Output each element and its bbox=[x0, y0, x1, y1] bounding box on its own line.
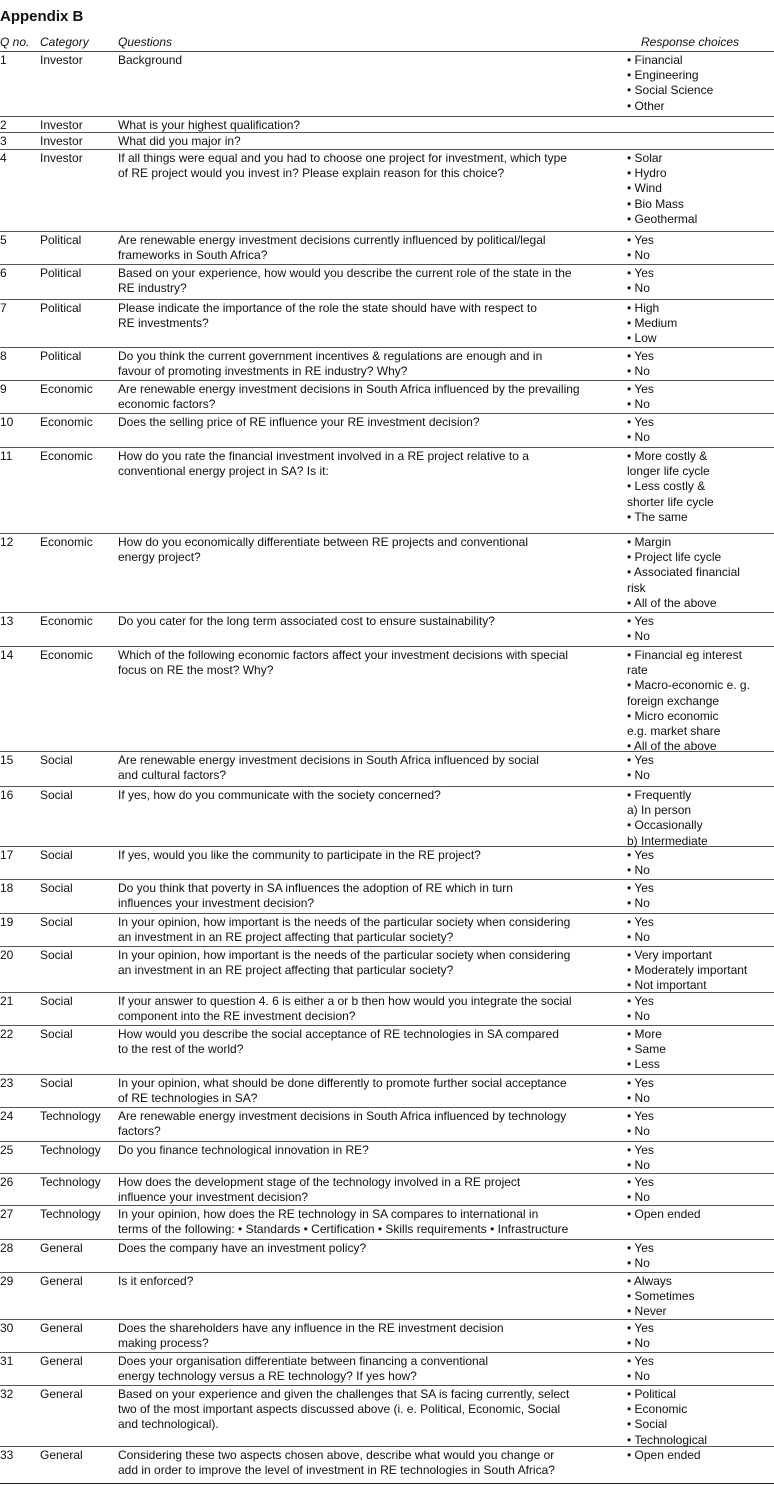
response-choice: • Not important bbox=[627, 978, 707, 993]
question-number: 24 bbox=[0, 1109, 14, 1123]
response-choices bbox=[627, 1109, 774, 1139]
response-choice: • No bbox=[627, 248, 650, 263]
table-row bbox=[0, 265, 774, 300]
response-choice: • No bbox=[627, 896, 650, 911]
question-category: Technology bbox=[40, 1175, 101, 1189]
question-text: How do you rate the financial investment involved in a RE project relative to a conventional energy project in SA? Is it: bbox=[118, 449, 529, 479]
table-row bbox=[0, 914, 774, 947]
table-row bbox=[0, 1353, 774, 1386]
response-choices bbox=[627, 301, 774, 347]
response-choice: • Financial eg interest bbox=[627, 648, 742, 662]
response-choice: • More bbox=[627, 1027, 662, 1041]
response-choice: • Yes bbox=[627, 881, 654, 895]
table-row bbox=[0, 993, 774, 1026]
response-choice: • Occasionally bbox=[627, 818, 703, 833]
question-number: 16 bbox=[0, 788, 14, 802]
header-q-no: Q no. bbox=[0, 35, 30, 49]
question-number: 33 bbox=[0, 1448, 14, 1462]
response-choices bbox=[627, 948, 774, 994]
response-choice: • Yes bbox=[627, 382, 654, 396]
question-text: Do you cater for the long term associated cost to ensure sustainability? bbox=[118, 614, 495, 628]
response-choice: • Yes bbox=[627, 753, 654, 767]
response-choice: risk bbox=[627, 580, 646, 595]
response-choice: • No bbox=[627, 629, 650, 644]
table-row bbox=[0, 1142, 774, 1174]
response-choice: • No bbox=[627, 1158, 650, 1173]
question-category: Technology bbox=[40, 1109, 101, 1123]
table-row bbox=[0, 752, 774, 787]
header-response-choices: Response choices bbox=[641, 35, 740, 49]
response-choice: • Yes bbox=[627, 1321, 654, 1335]
question-category: General bbox=[40, 1448, 83, 1462]
table-row bbox=[0, 448, 774, 534]
question-text: Is it enforced? bbox=[118, 1274, 194, 1288]
response-choice: • Financial bbox=[627, 53, 683, 67]
question-text: Does your organisation differentiate between financing a conventional energy technology versus a RE technology? If yes how? bbox=[118, 1354, 489, 1384]
question-number: 11 bbox=[0, 449, 13, 463]
question-text: Does the shareholders have any influence in the RE investment decision making process? bbox=[118, 1321, 504, 1351]
question-category: Political bbox=[40, 301, 82, 315]
question-category: Economic bbox=[40, 449, 93, 463]
response-choice: • Less bbox=[627, 1057, 660, 1072]
response-choice: • Sometimes bbox=[627, 1289, 695, 1304]
table-row bbox=[0, 1026, 774, 1075]
appendix-title: Appendix B bbox=[0, 8, 84, 25]
response-choice: • No bbox=[627, 1124, 650, 1139]
response-choices bbox=[627, 614, 774, 644]
question-text: Do you think the current government incentives & regulations are enough and in favour of promoting investments in RE industry? Why? bbox=[118, 349, 543, 379]
question-category: Social bbox=[40, 788, 73, 802]
question-category: Economic bbox=[40, 535, 93, 549]
response-choice: • Macro-economic e. g. bbox=[627, 678, 750, 693]
response-choices bbox=[627, 1175, 774, 1205]
response-choice: • All of the above bbox=[627, 739, 717, 754]
response-choice: • Open ended bbox=[627, 1448, 701, 1462]
table-row bbox=[0, 300, 774, 348]
question-category: General bbox=[40, 1241, 83, 1255]
response-choices bbox=[627, 415, 774, 445]
question-text: If your answer to question 4. 6 is either a or b then how would you integrate the social component into the RE investment decision? bbox=[118, 994, 572, 1024]
response-choice: • Always bbox=[627, 1274, 672, 1288]
response-choice: • All of the above bbox=[627, 595, 717, 610]
response-choice: • Yes bbox=[627, 1354, 654, 1368]
response-choice: foreign exchange bbox=[627, 693, 720, 708]
question-number: 9 bbox=[0, 382, 7, 396]
question-number: 17 bbox=[0, 848, 14, 862]
table-row bbox=[0, 647, 774, 752]
response-choice: • Technological bbox=[627, 1432, 708, 1447]
response-choice: • Yes bbox=[627, 266, 654, 280]
question-number: 31 bbox=[0, 1354, 14, 1368]
question-category: Economic bbox=[40, 382, 93, 396]
response-choice: • Economic bbox=[627, 1402, 688, 1417]
question-number: 30 bbox=[0, 1321, 14, 1335]
table-row bbox=[0, 348, 774, 381]
table-row bbox=[0, 534, 774, 613]
question-number: 10 bbox=[0, 415, 14, 429]
question-text: Are renewable energy investment decisions currently influenced by political/legal frameworks in South Africa? bbox=[118, 233, 546, 263]
table-row bbox=[0, 52, 774, 117]
question-text: In your opinion, how important is the needs of the particular society when considering an investment in an RE project affecting that particular society? bbox=[118, 915, 571, 945]
table-row bbox=[0, 1174, 774, 1206]
response-choice: rate bbox=[627, 663, 648, 678]
question-text: If all things were equal and you had to choose one project for investment, which type of RE project would you invest in? Please explain reason for this choice? bbox=[118, 151, 567, 181]
table-header bbox=[0, 33, 774, 52]
response-choices bbox=[627, 848, 774, 878]
question-number: 13 bbox=[0, 614, 14, 628]
response-choices bbox=[627, 753, 774, 783]
response-choice: shorter life cycle bbox=[627, 494, 714, 509]
question-category: Technology bbox=[40, 1207, 101, 1221]
question-text: How do you economically differentiate between RE projects and conventional energy project? bbox=[118, 535, 529, 565]
question-text: If yes, how do you communicate with the society concerned? bbox=[118, 788, 441, 802]
response-choice: • No bbox=[627, 863, 650, 878]
response-choices bbox=[627, 1321, 774, 1351]
question-category: Political bbox=[40, 266, 82, 280]
response-choice: • Yes bbox=[627, 1109, 654, 1123]
response-choice: • Wind bbox=[627, 181, 662, 196]
table-row bbox=[0, 613, 774, 647]
response-choices bbox=[627, 382, 774, 412]
question-text: Are renewable energy investment decisions in South Africa influenced by the prevailing economic factors? bbox=[118, 382, 580, 412]
response-choices bbox=[627, 1207, 774, 1222]
question-number: 21 bbox=[0, 994, 14, 1008]
table-row bbox=[0, 1273, 774, 1320]
response-choice: longer life cycle bbox=[627, 464, 710, 479]
question-number: 23 bbox=[0, 1076, 14, 1090]
question-text: Does the selling price of RE influence your RE investment decision? bbox=[118, 415, 480, 429]
table-row bbox=[0, 381, 774, 414]
question-category: General bbox=[40, 1387, 83, 1401]
question-category: General bbox=[40, 1354, 83, 1368]
response-choice: • Bio Mass bbox=[627, 196, 684, 211]
question-category: Social bbox=[40, 994, 73, 1008]
response-choices bbox=[627, 1241, 774, 1271]
response-choices bbox=[627, 1143, 774, 1173]
table-row bbox=[0, 1206, 774, 1240]
table-row bbox=[0, 1386, 774, 1447]
response-choice: • Frequently bbox=[627, 788, 692, 802]
response-choice: • Yes bbox=[627, 994, 654, 1008]
response-choices bbox=[627, 788, 774, 849]
response-choices bbox=[627, 266, 774, 296]
response-choice: • Yes bbox=[627, 1175, 654, 1189]
response-choice: • Associated financial bbox=[627, 565, 740, 580]
response-choice: • Yes bbox=[627, 1241, 654, 1255]
question-number: 27 bbox=[0, 1207, 14, 1221]
question-text: How would you describe the social acceptance of RE technologies in SA compared to the rest of the world? bbox=[118, 1027, 559, 1057]
response-choice: • No bbox=[627, 1091, 650, 1106]
response-choice: • No bbox=[627, 1336, 650, 1351]
question-category: Social bbox=[40, 1076, 73, 1090]
table-row bbox=[0, 117, 774, 133]
response-choices bbox=[627, 1354, 774, 1384]
response-choice: • Social bbox=[627, 1417, 668, 1432]
response-choices bbox=[627, 1448, 774, 1463]
response-choices bbox=[627, 1076, 774, 1106]
question-text: Considering these two aspects chosen above, describe what would you change or add in order to improve the level of investment in RE technologies in South Africa? bbox=[118, 1448, 555, 1478]
response-choice: e.g. market share bbox=[627, 724, 721, 739]
response-choice: • Yes bbox=[627, 415, 654, 429]
question-category: Social bbox=[40, 753, 73, 767]
question-number: 22 bbox=[0, 1027, 14, 1041]
table-row bbox=[0, 150, 774, 232]
response-choice: a) In person bbox=[627, 803, 692, 818]
response-choice: • High bbox=[627, 301, 660, 315]
response-choice: • No bbox=[627, 1369, 650, 1384]
response-choice: • Margin bbox=[627, 535, 672, 549]
question-text: If yes, would you like the community to participate in the RE project? bbox=[118, 848, 481, 862]
question-text: Please indicate the importance of the role the state should have with respect to RE investments? bbox=[118, 301, 537, 331]
question-number: 15 bbox=[0, 753, 14, 767]
question-category: Investor bbox=[40, 118, 83, 132]
question-category: Economic bbox=[40, 648, 93, 662]
question-number: 29 bbox=[0, 1274, 14, 1288]
question-number: 25 bbox=[0, 1143, 14, 1157]
question-category: Social bbox=[40, 915, 73, 929]
response-choices bbox=[627, 1027, 774, 1073]
question-category: Technology bbox=[40, 1143, 101, 1157]
response-choice: • No bbox=[627, 930, 650, 945]
table-row bbox=[0, 414, 774, 448]
response-choices bbox=[627, 994, 774, 1024]
question-number: 1 bbox=[0, 53, 7, 67]
table-row bbox=[0, 133, 774, 150]
response-choice: • Very important bbox=[627, 948, 712, 962]
response-choice: • Yes bbox=[627, 233, 654, 247]
question-number: 19 bbox=[0, 915, 14, 929]
question-text: Does the company have an investment policy? bbox=[118, 1241, 367, 1255]
response-choice: • Yes bbox=[627, 915, 654, 929]
question-text: Based on your experience, how would you describe the current role of the state in the RE industry? bbox=[118, 266, 572, 296]
question-text: Do you finance technological innovation in RE? bbox=[118, 1143, 369, 1157]
question-number: 32 bbox=[0, 1387, 14, 1401]
question-number: 28 bbox=[0, 1241, 14, 1255]
table-row bbox=[0, 1240, 774, 1273]
table-row bbox=[0, 787, 774, 847]
table-row bbox=[0, 847, 774, 880]
response-choice: • The same bbox=[627, 509, 688, 524]
response-choices bbox=[627, 349, 774, 379]
response-choice: • More costly & bbox=[627, 449, 708, 463]
question-text: In your opinion, what should be done differently to promote further social acceptance of RE technologies in SA? bbox=[118, 1076, 567, 1106]
response-choice: • Open ended bbox=[627, 1207, 701, 1221]
response-choices bbox=[627, 449, 774, 525]
response-choice: • No bbox=[627, 1256, 650, 1271]
table-row bbox=[0, 1320, 774, 1353]
response-choice: • Yes bbox=[627, 1076, 654, 1090]
question-category: General bbox=[40, 1321, 83, 1335]
response-choices bbox=[627, 915, 774, 945]
response-choice: • Social Science bbox=[627, 83, 714, 98]
response-choices bbox=[627, 53, 774, 114]
response-choice: • Other bbox=[627, 98, 665, 113]
question-text: Are renewable energy investment decisions in South Africa influenced by social and cultural factors? bbox=[118, 753, 539, 783]
question-number: 4 bbox=[0, 151, 7, 165]
response-choice: • Engineering bbox=[627, 68, 699, 83]
question-category: Social bbox=[40, 881, 73, 895]
table-row bbox=[0, 947, 774, 993]
question-category: Political bbox=[40, 349, 82, 363]
header-category: Category bbox=[40, 35, 89, 49]
question-text: Based on your experience and given the challenges that SA is facing currently, select two of the most important aspects discussed above (i. e. Political, Economic, Social and technological). bbox=[118, 1387, 570, 1432]
response-choices bbox=[627, 535, 774, 611]
response-choice: • No bbox=[627, 768, 650, 783]
question-number: 18 bbox=[0, 881, 14, 895]
response-choices bbox=[627, 881, 774, 911]
question-number: 8 bbox=[0, 349, 7, 363]
question-text: Do you think that poverty in SA influences the adoption of RE which in turn influences your investment decision? bbox=[118, 881, 513, 911]
table-row bbox=[0, 1447, 774, 1484]
response-choice: • Same bbox=[627, 1042, 666, 1057]
response-choice: • Yes bbox=[627, 349, 654, 363]
response-choice: • No bbox=[627, 281, 650, 296]
response-choice: • Yes bbox=[627, 848, 654, 862]
table-row bbox=[0, 1075, 774, 1108]
response-choices bbox=[627, 1387, 774, 1448]
question-number: 20 bbox=[0, 948, 14, 962]
question-category: Investor bbox=[40, 53, 83, 67]
response-choice: • Solar bbox=[627, 151, 663, 165]
response-choice: • No bbox=[627, 397, 650, 412]
table-row bbox=[0, 232, 774, 265]
question-number: 6 bbox=[0, 266, 7, 280]
response-choice: • Political bbox=[627, 1387, 676, 1401]
question-number: 5 bbox=[0, 233, 7, 247]
question-text: Background bbox=[118, 53, 183, 67]
question-text: In your opinion, how does the RE technology in SA compares to international in terms of the following: • Standards • Certification • Skills requirements • Infrastructure bbox=[118, 1207, 569, 1237]
response-choices bbox=[627, 151, 774, 227]
question-text: Which of the following economic factors affect your investment decisions with special focus on RE the most? Why? bbox=[118, 648, 568, 678]
question-category: Social bbox=[40, 1027, 73, 1041]
table-row bbox=[0, 1108, 774, 1142]
response-choice: • Micro economic bbox=[627, 708, 719, 723]
question-category: Economic bbox=[40, 614, 93, 628]
table-row bbox=[0, 880, 774, 914]
response-choice: • Less costly & bbox=[627, 479, 706, 494]
question-number: 2 bbox=[0, 118, 7, 132]
response-choice: • No bbox=[627, 1009, 650, 1024]
question-category: Economic bbox=[40, 415, 93, 429]
question-category: Social bbox=[40, 948, 73, 962]
question-text: How does the development stage of the technology involved in a RE project influence your investment decision? bbox=[118, 1175, 521, 1205]
question-category: Investor bbox=[40, 151, 83, 165]
response-choice: • No bbox=[627, 430, 650, 445]
question-text: Are renewable energy investment decisions in South Africa influenced by technology factors? bbox=[118, 1109, 567, 1139]
question-category: Political bbox=[40, 233, 82, 247]
question-category: Investor bbox=[40, 134, 83, 148]
question-text: What is your highest qualification? bbox=[118, 118, 301, 132]
question-number: 26 bbox=[0, 1175, 14, 1189]
response-choice: • Moderately important bbox=[627, 963, 748, 978]
response-choice: • Medium bbox=[627, 316, 678, 331]
question-number: 7 bbox=[0, 301, 7, 315]
response-choice: • No bbox=[627, 364, 650, 379]
response-choice: • Never bbox=[627, 1304, 667, 1319]
response-choice: • Yes bbox=[627, 1143, 654, 1157]
question-number: 3 bbox=[0, 134, 7, 148]
response-choice: • Yes bbox=[627, 614, 654, 628]
response-choice: • Hydro bbox=[627, 166, 667, 181]
response-choice: • No bbox=[627, 1190, 650, 1205]
question-number: 14 bbox=[0, 648, 14, 662]
question-category: Social bbox=[40, 848, 73, 862]
question-text: What did you major in? bbox=[118, 134, 241, 148]
response-choices bbox=[627, 1274, 774, 1320]
response-choice: • Project life cycle bbox=[627, 550, 722, 565]
header-questions: Questions bbox=[118, 35, 173, 49]
question-text: In your opinion, how important is the needs of the particular society when considering an investment in an RE project affecting that particular society? bbox=[118, 948, 571, 978]
response-choice: b) Intermediate bbox=[627, 833, 708, 848]
response-choice: • Low bbox=[627, 331, 657, 346]
response-choices bbox=[627, 233, 774, 263]
question-category: General bbox=[40, 1274, 83, 1288]
question-number: 12 bbox=[0, 535, 14, 549]
response-choices bbox=[627, 648, 774, 754]
response-choice: • Geothermal bbox=[627, 211, 698, 226]
